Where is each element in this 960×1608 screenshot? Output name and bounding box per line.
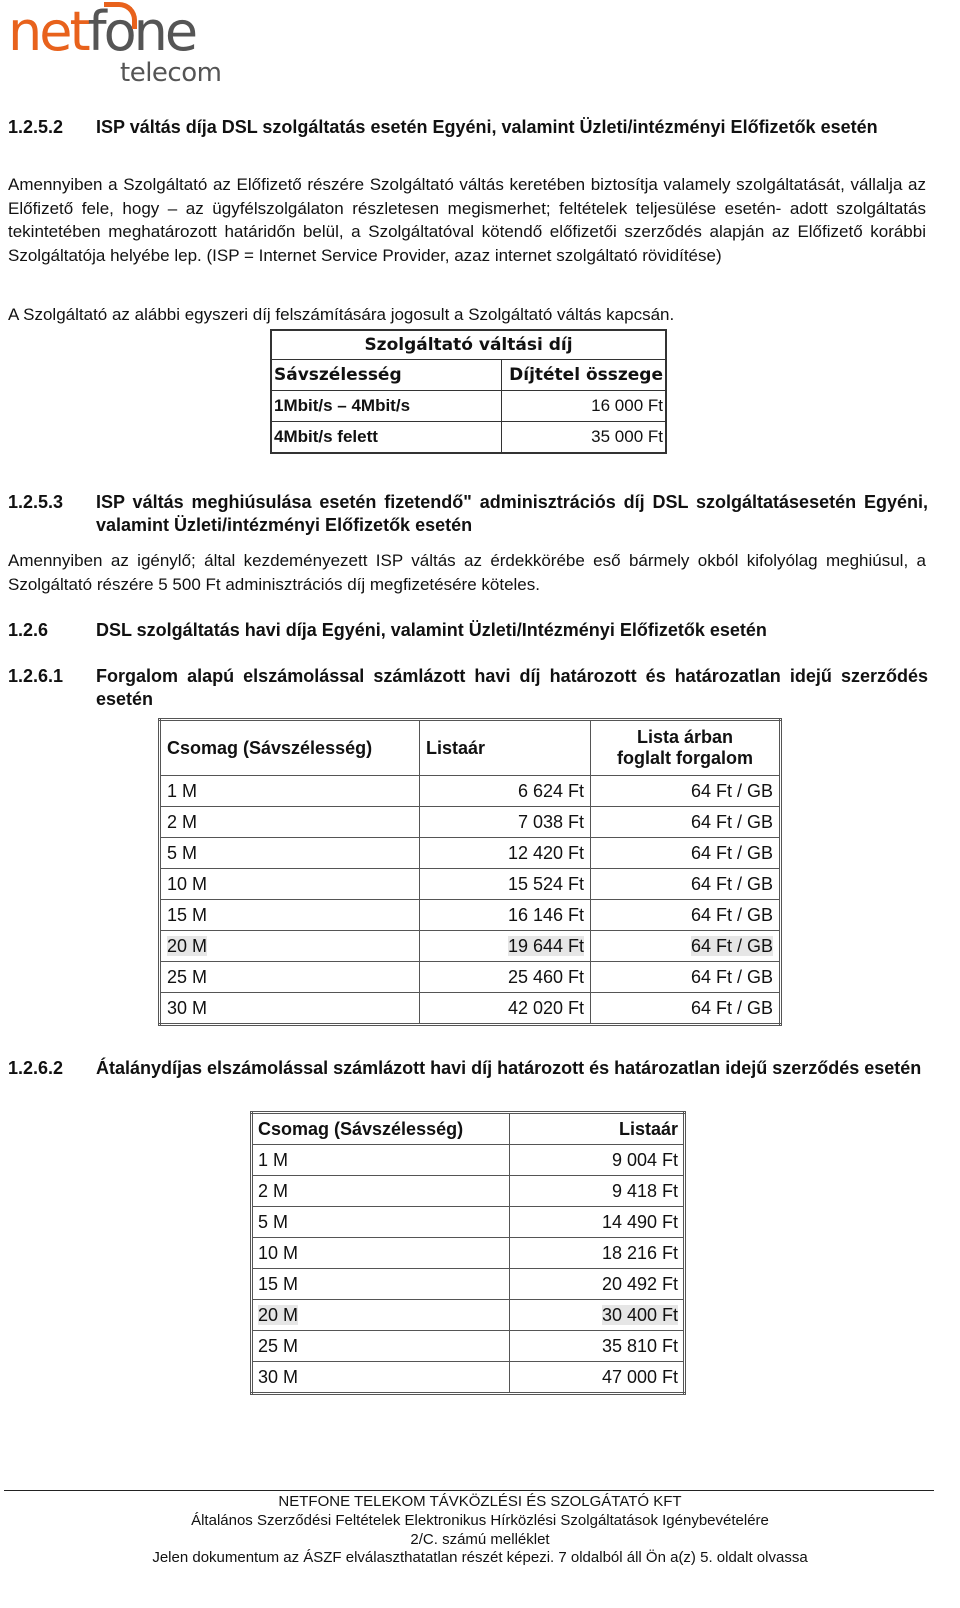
column-header: Csomag (Sávszélesség) — [252, 1113, 510, 1145]
table-row: 30 M 42 020 Ft 64 Ft / GB — [160, 993, 781, 1025]
table-row: 10 M 18 216 Ft — [252, 1238, 685, 1269]
section-title: Átalánydíjas elszámolással számlázott havi díj határozott és határozatlan idejű szerződés esetén — [96, 1058, 922, 1078]
bandwidth-cell: 1Mbit/s – 4Mbit/s — [271, 391, 502, 422]
table-row: 25 M 25 460 Ft 64 Ft / GB — [160, 962, 781, 993]
table-row: 10 M 15 524 Ft 64 Ft / GB — [160, 869, 781, 900]
footer-page-note: Jelen dokumentum az ÁSZF elválaszthatatlan részét képezi. 7 oldalból áll Ön a(z) 5. oldalt olvassa — [152, 1549, 808, 1566]
table-row — [271, 391, 666, 422]
table-row: 30 M 47 000 Ft — [252, 1362, 685, 1394]
table-row: 15 M 20 492 Ft — [252, 1269, 685, 1300]
section-1-2-6-heading — [8, 619, 928, 643]
table-row: 1 M 6 624 Ft 64 Ft / GB — [160, 776, 781, 807]
section-title: Forgalom alapú elszámolással számlázott havi díj határozott és határozatlan idejű szerződés esetén — [96, 666, 928, 709]
table-row: 15 M 16 146 Ft 64 Ft / GB — [160, 900, 781, 931]
table-caption: Szolgáltató váltási díj — [271, 330, 666, 360]
section-1-2-6-2-heading — [8, 1057, 928, 1105]
column-header: Sávszélesség — [271, 360, 502, 391]
table-row: 20 M 19 644 Ft 64 Ft / GB — [160, 931, 781, 962]
section-number: 1.2.5.2 — [8, 117, 64, 137]
column-header: Csomag (Sávszélesség) — [160, 720, 420, 776]
logo-subtitle: telecom — [120, 58, 222, 88]
footer-divider — [4, 1490, 934, 1491]
table-row: 1 M 9 004 Ft — [252, 1145, 685, 1176]
table-row: 25 M 35 810 Ft — [252, 1331, 685, 1362]
section-title: DSL szolgáltatás havi díja Egyéni, valamint Üzleti/Intézményi Előfizetők esetén — [96, 620, 767, 640]
section-number: 1.2.5.3 — [8, 492, 64, 512]
flat-rate-price-table — [250, 1111, 686, 1395]
traffic-based-price-table — [158, 718, 782, 1026]
table-row: 5 M 14 490 Ft — [252, 1207, 685, 1238]
section-title: ISP váltás meghiúsulása esetén fizetendő" adminisztrációs díj DSL szolgáltatásesetén Egyéni, valamint Üzleti/intézményi Előfizetők esetén — [96, 492, 928, 535]
column-header: Díjtétel összege — [502, 360, 667, 391]
table-row: 5 M 12 420 Ft 64 Ft / GB — [160, 838, 781, 869]
netfone-logo — [8, 2, 228, 94]
column-header: Lista árban foglalt forgalom — [591, 720, 781, 776]
section-1-2-5-2-heading — [8, 116, 928, 164]
isp-switch-paragraph: Amennyiben a Szolgáltató az Előfizető részére Szolgáltató váltás keretében biztosítja valamely szolgáltatását, vállalja az Előfizető fele, hogy – az ügyfélszolgálaton részletesen megismerhet; feltételek teljesülése esetén- adott szolgáltatás tekintetében meghatározott határidőn belül, a Szolgáltatóval kötendő előfizetői szerződés alapján az Előfizető korábbi Szolgáltatója helyébe lep. (ISP = Internet Service Provider, azaz internet szolgáltató rövidítése) — [8, 175, 926, 265]
logo-wordmark: netfone — [8, 0, 196, 63]
one-time-fee-paragraph: A Szolgáltató az alábbi egyszeri díj felszámítására jogosult a Szolgáltató váltás kapcsán. — [8, 305, 675, 324]
section-1-2-6-1-heading — [8, 665, 928, 713]
section-number: 1.2.6.1 — [8, 666, 64, 686]
switch-fee-table — [270, 329, 667, 454]
table-row: 20 M 30 400 Ft — [252, 1300, 685, 1331]
section-title: ISP váltás díja DSL szolgáltatás esetén Egyéni, valamint Üzleti/intézményi Előfizetők esetén — [96, 117, 878, 137]
table-row: 2 M 7 038 Ft 64 Ft / GB — [160, 807, 781, 838]
footer-company: NETFONE TELEKOM TÁVKÖZLÉSI ÉS SZOLGÁTATÓ KFT — [278, 1493, 682, 1510]
section-1-2-5-3-heading — [8, 491, 928, 539]
bandwidth-cell: 4Mbit/s felett — [271, 422, 502, 454]
column-header: Listaár — [510, 1113, 685, 1145]
table-row: 2 M 9 418 Ft — [252, 1176, 685, 1207]
section-number: 1.2.6 — [8, 620, 49, 640]
admin-fee-paragraph: Amennyiben az igénylő; által kezdeményezett ISP váltás az érdekkörébe eső bármely okból kifolyólag meghiúsul, a Szolgáltató részére 5 500 Ft adminisztrációs díj megfizetésére köteles. — [8, 551, 926, 594]
column-header: Listaár — [420, 720, 591, 776]
footer-document-title: Általános Szerződési Feltételek Elektronikus Hírközlési Szolgáltatások Igénybevételére — [191, 1512, 769, 1529]
fee-cell: 16 000 Ft — [502, 391, 667, 422]
table-row — [271, 422, 666, 454]
section-number: 1.2.6.2 — [8, 1058, 64, 1078]
footer-appendix: 2/C. számú melléklet — [410, 1531, 550, 1548]
fee-cell: 35 000 Ft — [502, 422, 667, 454]
